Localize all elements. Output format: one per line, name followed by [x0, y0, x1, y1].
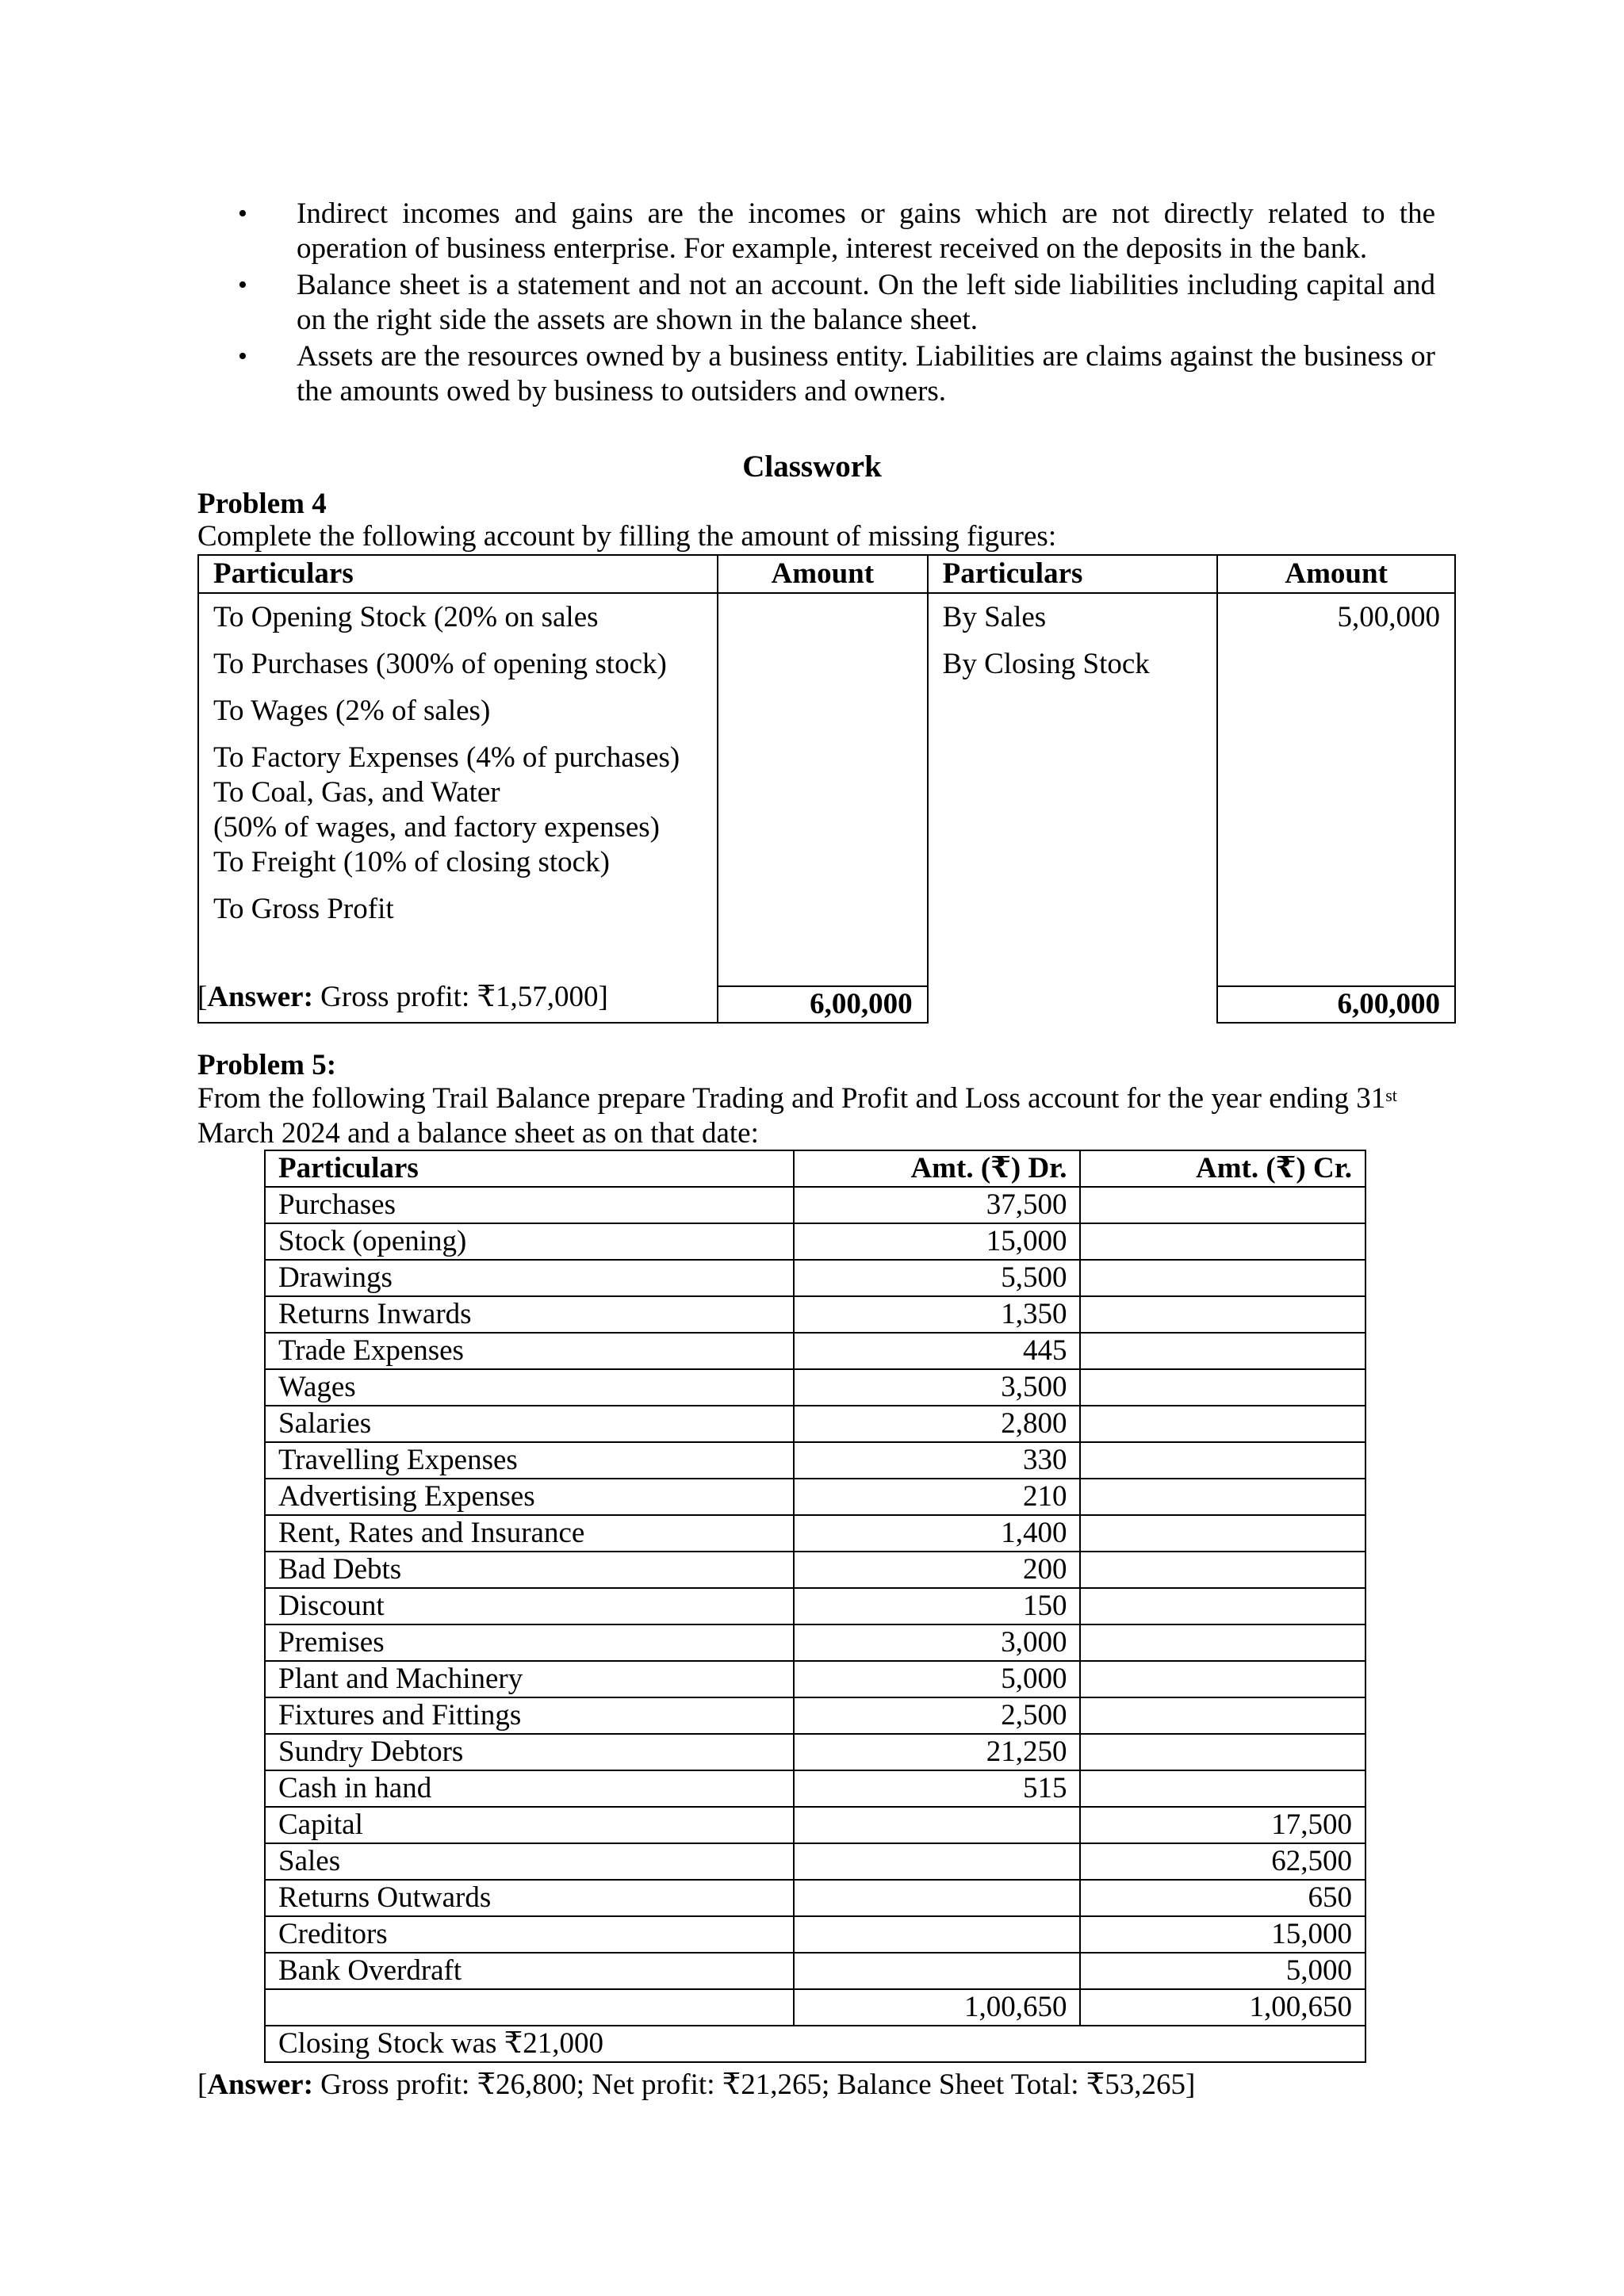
cell-debit: 5,000: [794, 1661, 1081, 1697]
table-row: [265, 1953, 1365, 1989]
table-row: [265, 1843, 1365, 1880]
cell-debit: 1,400: [794, 1515, 1081, 1552]
table-row: [265, 1515, 1365, 1552]
cell-debit: 37,500: [794, 1187, 1081, 1223]
cell-credit: [1080, 1260, 1365, 1296]
list-item: To Factory Expenses (4% of purchases): [213, 741, 680, 774]
header-credit: Amt. (₹) Cr.: [1080, 1150, 1365, 1187]
cell-credit: [1080, 1442, 1365, 1479]
table-row: [265, 1588, 1365, 1624]
header-amount-dr: Amount: [718, 555, 928, 593]
cell-credit: [1080, 1223, 1365, 1260]
cell-credit: [1080, 1333, 1365, 1369]
cell-debit: 15,000: [794, 1223, 1081, 1260]
cell-credit: 5,000: [1080, 1953, 1365, 1989]
header-particulars: Particulars: [265, 1150, 794, 1187]
cell-particulars: Travelling Expenses: [265, 1442, 794, 1479]
cell-debit: 200: [794, 1552, 1081, 1588]
table-row: [265, 1406, 1365, 1442]
cell-credit: [1080, 1187, 1365, 1223]
cell-debit: 2,800: [794, 1406, 1081, 1442]
cell-debit: [794, 1916, 1081, 1953]
cell-credit: [1080, 1734, 1365, 1770]
table-row: [265, 1916, 1365, 1953]
cell-debit: 3,500: [794, 1369, 1081, 1406]
cell-debit: 1,350: [794, 1296, 1081, 1333]
table-header-row: [265, 1150, 1365, 1187]
cell-particulars: Sundry Debtors: [265, 1734, 794, 1770]
table-row: [265, 1296, 1365, 1333]
list-item: To Coal, Gas, and Water: [213, 776, 500, 809]
credit-amounts: [1217, 593, 1455, 986]
table-row: [265, 1697, 1365, 1734]
problem4-account-table: [197, 554, 1456, 1024]
cell-debit: 150: [794, 1588, 1081, 1624]
header-amount-cr: Amount: [1217, 555, 1455, 593]
closing-stock-note: Closing Stock was ₹21,000: [265, 2026, 1365, 2062]
bullet-item: • Assets are the resources owned by a business entity. Liabilities are claims against the business or the amounts owed by business to outsiders and owners.: [238, 340, 1435, 408]
problem4-instruction: Complete the following account by filling the amount of missing figures:: [197, 520, 1057, 553]
cell-credit: [1080, 1406, 1365, 1442]
total-credit: 6,00,000: [1217, 986, 1455, 1023]
table-row: [265, 1369, 1365, 1406]
cell-debit: 3,000: [794, 1624, 1081, 1661]
cell-particulars: Drawings: [265, 1260, 794, 1296]
cell-particulars: Returns Inwards: [265, 1296, 794, 1333]
cell-credit: 650: [1080, 1880, 1365, 1916]
table-row: [265, 1807, 1365, 1843]
cell-debit: [794, 1953, 1081, 1989]
cell-particulars: Returns Outwards: [265, 1880, 794, 1916]
cell-credit: [1080, 1552, 1365, 1588]
table-row: [265, 1260, 1365, 1296]
bullet-item: • Balance sheet is a statement and not an account. On the left side liabilities including capital and on the right side the assets are shown in the balance sheet.: [238, 269, 1435, 336]
cell-particulars: Wages: [265, 1369, 794, 1406]
cell-particulars: Rent, Rates and Insurance: [265, 1515, 794, 1552]
table-row: [265, 1442, 1365, 1479]
table-header-row: [198, 555, 1455, 593]
cell-particulars: Plant and Machinery: [265, 1661, 794, 1697]
debit-particulars: [198, 593, 718, 986]
table-body-row: [198, 593, 1455, 986]
cell-particulars: Bank Overdraft: [265, 1953, 794, 1989]
bullet-icon: •: [238, 199, 247, 228]
cell-credit: [1080, 1661, 1365, 1697]
cell-credit: 62,500: [1080, 1843, 1365, 1880]
list-item: To Freight (10% of closing stock): [213, 846, 610, 878]
cell-credit: [1080, 1369, 1365, 1406]
table-row: [265, 1770, 1365, 1807]
cell-debit: [794, 1880, 1081, 1916]
cell-credit: 17,500: [1080, 1807, 1365, 1843]
cell-particulars: Stock (opening): [265, 1223, 794, 1260]
problem5-instruction: From the following Trail Balance prepare Trading and Profit and Loss account for the year ending 31st March 2024 and a balance sheet as on that date:: [197, 1082, 1397, 1150]
list-item: To Opening Stock (20% on sales: [213, 601, 599, 633]
table-row: [265, 1989, 1365, 2026]
cell-debit: 5,500: [794, 1260, 1081, 1296]
header-particulars-dr: Particulars: [198, 555, 718, 593]
problem4-answer: [Answer: Gross profit: ₹1,57,000]: [197, 981, 608, 1013]
cell-particulars: Bad Debts: [265, 1552, 794, 1588]
table-row: [265, 1187, 1365, 1223]
cell-debit: 2,500: [794, 1697, 1081, 1734]
cell-credit: [1080, 1515, 1365, 1552]
cell-particulars: Advertising Expenses: [265, 1479, 794, 1515]
table-row: [265, 1661, 1365, 1697]
cell-particulars: Purchases: [265, 1187, 794, 1223]
list-item: To Wages (2% of sales): [213, 695, 491, 727]
sales-amount: 5,00,000: [1337, 601, 1440, 633]
cell-particulars: Premises: [265, 1624, 794, 1661]
cell-credit: [1080, 1296, 1365, 1333]
cell-debit: 515: [794, 1770, 1081, 1807]
list-item: To Gross Profit: [213, 893, 394, 925]
header-debit: Amt. (₹) Dr.: [794, 1150, 1081, 1187]
table-row: [265, 1624, 1365, 1661]
debit-amounts: [718, 593, 928, 986]
cell-particulars: Creditors: [265, 1916, 794, 1953]
total-debit: 6,00,000: [718, 986, 928, 1023]
cell-particulars: Fixtures and Fittings: [265, 1697, 794, 1734]
problem5-answer: [Answer: Gross profit: ₹26,800; Net profit: ₹21,265; Balance Sheet Total: ₹53,265]: [197, 2068, 1196, 2101]
problem4-title: Problem 4: [197, 488, 327, 520]
cell-particulars: Discount: [265, 1588, 794, 1624]
cell-particulars: Cash in hand: [265, 1770, 794, 1807]
cell-particulars: Salaries: [265, 1406, 794, 1442]
bullet-item: • Indirect incomes and gains are the incomes or gains which are not directly related to the operation of business enterprise. For example, interest received on the deposits in the bank.: [238, 197, 1435, 265]
problem5-title: Problem 5:: [197, 1049, 337, 1081]
cell-particulars: Capital: [265, 1807, 794, 1843]
list-item: By Closing Stock: [942, 648, 1150, 680]
bullet-list: [238, 197, 1435, 411]
table-row: [265, 1734, 1365, 1770]
cell-credit: [1080, 1770, 1365, 1807]
list-item: By Sales: [942, 601, 1047, 633]
table-row: [265, 1880, 1365, 1916]
cell-debit: 21,250: [794, 1734, 1081, 1770]
cell-credit: [1080, 1479, 1365, 1515]
list-item: To Purchases (300% of opening stock): [213, 648, 667, 680]
cell-debit: 330: [794, 1442, 1081, 1479]
table-row: [265, 1479, 1365, 1515]
bullet-icon: •: [238, 270, 247, 300]
cell-debit: 210: [794, 1479, 1081, 1515]
table-row: [265, 1333, 1365, 1369]
cell-particulars: Trade Expenses: [265, 1333, 794, 1369]
cell-credit: [1080, 1624, 1365, 1661]
cell-particulars: Sales: [265, 1843, 794, 1880]
table-row: [265, 1223, 1365, 1260]
table-row: [265, 1552, 1365, 1588]
cell-debit: [794, 1843, 1081, 1880]
bullet-icon: •: [238, 342, 247, 371]
credit-particulars: [928, 593, 1218, 1023]
list-item: (50% of wages, and factory expenses): [213, 811, 661, 844]
note-row: [265, 2026, 1365, 2062]
cell-credit: [1080, 1588, 1365, 1624]
trial-balance-body: [265, 1187, 1365, 2026]
cell-credit: [1080, 1697, 1365, 1734]
section-heading: Classwork: [742, 450, 882, 484]
cell-debit: [794, 1807, 1081, 1843]
cell-debit: 445: [794, 1333, 1081, 1369]
cell-debit: 1,00,650: [794, 1989, 1081, 2026]
header-particulars-cr: Particulars: [928, 555, 1218, 593]
trial-balance-table: [264, 1150, 1366, 2063]
cell-particulars: [265, 1989, 794, 2026]
cell-credit: 1,00,650: [1080, 1989, 1365, 2026]
cell-credit: 15,000: [1080, 1916, 1365, 1953]
